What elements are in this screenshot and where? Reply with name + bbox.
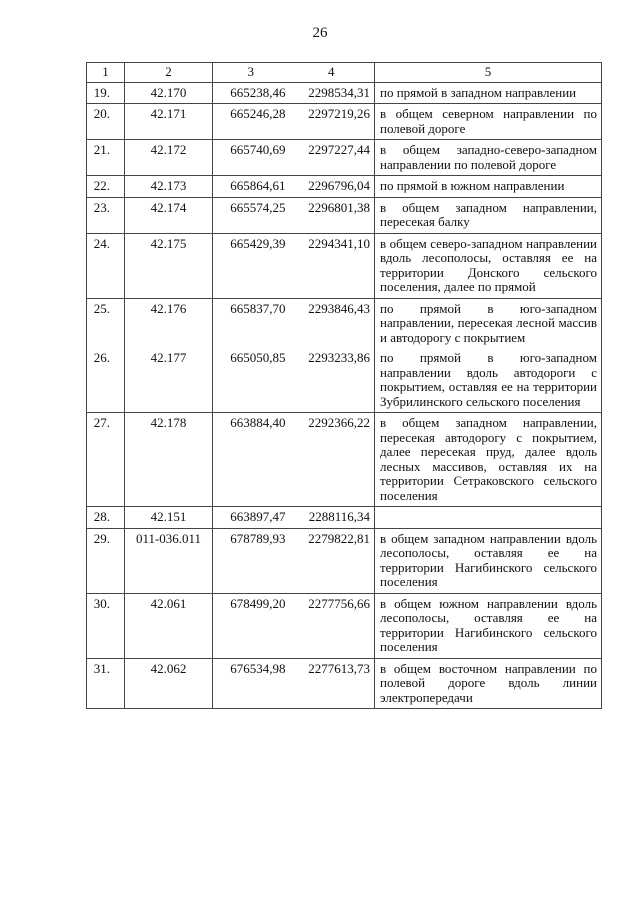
point-id: 42.172 (125, 140, 213, 176)
coord-x: 663897,47 (213, 507, 289, 529)
table-header-row (87, 63, 602, 83)
table-row (87, 140, 602, 176)
row-number: 31. (87, 658, 125, 709)
description: по прямой в западном направлении (375, 82, 602, 104)
row-number: 21. (87, 140, 125, 176)
coord-y: 2298534,31 (289, 82, 375, 104)
point-id: 42.175 (125, 233, 213, 298)
row-number: 25. (87, 298, 125, 348)
coord-x: 665837,70 (213, 298, 289, 348)
point-id: 42.170 (125, 82, 213, 104)
description: в общем северо-западном направлении вдоль лесополосы, оставляя ее на территории Донского сельского поселения, далее по прямой (375, 233, 602, 298)
boundary-points-table (86, 62, 602, 709)
point-id: 42.173 (125, 176, 213, 198)
table-row (87, 658, 602, 709)
point-id: 42.062 (125, 658, 213, 709)
coord-x: 665238,46 (213, 82, 289, 104)
row-number: 30. (87, 593, 125, 658)
row-number: 22. (87, 176, 125, 198)
table-row (87, 233, 602, 298)
row-number: 20. (87, 104, 125, 140)
table-row (87, 348, 602, 413)
row-number: 24. (87, 233, 125, 298)
description (375, 507, 602, 529)
table-row (87, 298, 602, 348)
point-id: 42.174 (125, 197, 213, 233)
description: по прямой в южном направлении (375, 176, 602, 198)
coord-y: 2293233,86 (289, 348, 375, 413)
table-row (87, 176, 602, 198)
coord-y: 2279822,81 (289, 528, 375, 593)
page-number: 26 (312, 25, 328, 41)
coord-x: 676534,98 (213, 658, 289, 709)
description: в общем западном направлении вдоль лесополосы, оставляя ее на территории Нагибинского сельского поселения (375, 528, 602, 593)
coord-y: 2277613,73 (289, 658, 375, 709)
table-row (87, 104, 602, 140)
point-id: 42.061 (125, 593, 213, 658)
header-col-3: 3 (213, 63, 289, 83)
point-id: 011-036.011 (125, 528, 213, 593)
table-row (87, 593, 602, 658)
coord-x: 665864,61 (213, 176, 289, 198)
point-id: 42.151 (125, 507, 213, 529)
coord-y: 2296796,04 (289, 176, 375, 198)
coord-y: 2294341,10 (289, 233, 375, 298)
point-id: 42.178 (125, 413, 213, 507)
table-row (87, 413, 602, 507)
coord-x: 665429,39 (213, 233, 289, 298)
description: в общем западном направлении, пересекая балку (375, 197, 602, 233)
header-col-2: 2 (125, 63, 213, 83)
description: в общем южном направлении вдоль лесополосы, оставляя ее на территории Нагибинского сельского поселения (375, 593, 602, 658)
row-number: 27. (87, 413, 125, 507)
row-number: 23. (87, 197, 125, 233)
description: в общем восточном направлении по полевой дороге вдоль линии электропередачи (375, 658, 602, 709)
row-number: 28. (87, 507, 125, 529)
coord-y: 2296801,38 (289, 197, 375, 233)
coord-x: 663884,40 (213, 413, 289, 507)
row-number: 26. (87, 348, 125, 413)
coord-x: 665050,85 (213, 348, 289, 413)
description: по прямой в юго-западном направлении вдоль автодороги с покрытием, оставляя ее на территории Зубрилинского сельского поселения (375, 348, 602, 413)
coord-y: 2297219,26 (289, 104, 375, 140)
coord-y: 2277756,66 (289, 593, 375, 658)
coord-y: 2293846,43 (289, 298, 375, 348)
header-col-1: 1 (87, 63, 125, 83)
table-row (87, 507, 602, 529)
point-id: 42.176 (125, 298, 213, 348)
coord-x: 678789,93 (213, 528, 289, 593)
header-col-4: 4 (289, 63, 375, 83)
description: в общем северном направлении по полевой дороге (375, 104, 602, 140)
header-col-5: 5 (375, 63, 602, 83)
row-number: 19. (87, 82, 125, 104)
point-id: 42.177 (125, 348, 213, 413)
coord-x: 678499,20 (213, 593, 289, 658)
description: в общем западно-северо-западном направлении по полевой дороге (375, 140, 602, 176)
coord-y: 2288116,34 (289, 507, 375, 529)
description: в общем западном направлении, пересекая автодорогу с покрытием, далее пересекая пруд, далее вдоль лесных массивов, оставляя их на территории Сетраковского сельского поселения (375, 413, 602, 507)
coord-x: 665574,25 (213, 197, 289, 233)
table-row (87, 528, 602, 593)
table-row (87, 197, 602, 233)
table-row (87, 82, 602, 104)
coord-x: 665246,28 (213, 104, 289, 140)
description: по прямой в юго-западном направлении, пересекая лесной массив и автодорогу с покрытием (375, 298, 602, 348)
point-id: 42.171 (125, 104, 213, 140)
coord-x: 665740,69 (213, 140, 289, 176)
coord-y: 2297227,44 (289, 140, 375, 176)
row-number: 29. (87, 528, 125, 593)
coord-y: 2292366,22 (289, 413, 375, 507)
